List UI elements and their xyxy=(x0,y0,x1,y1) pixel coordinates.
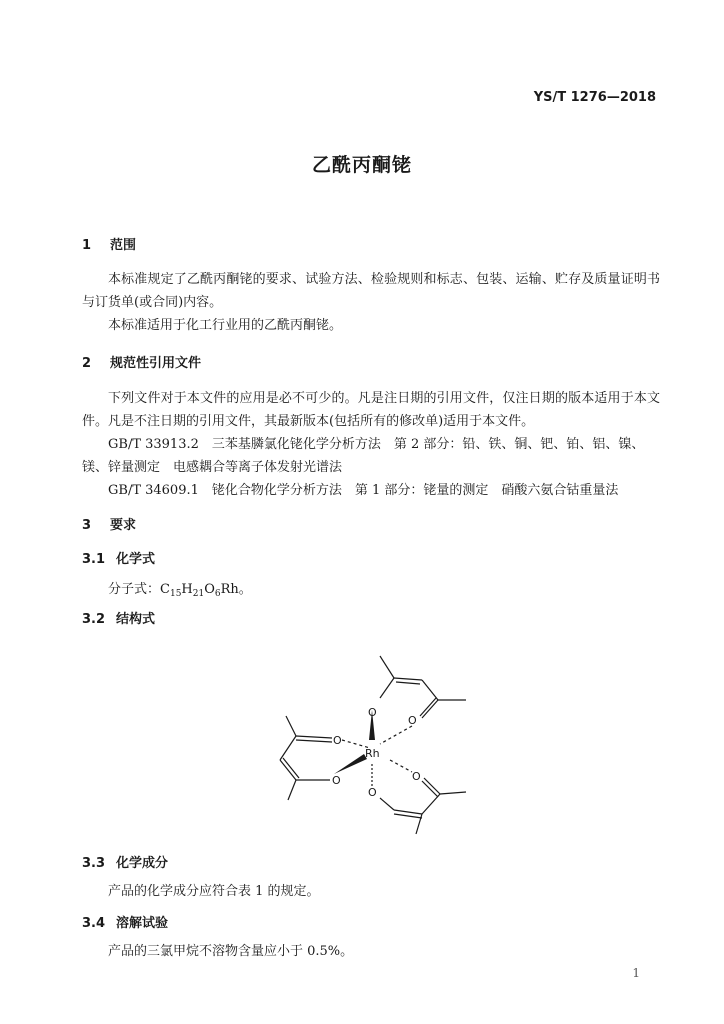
reference-gbt-34609-1: GB/T 34609.1 铑化合物化学分析方法 第 1 部分：铑量的测定 硝酸六氨合钴重量法 xyxy=(108,483,619,498)
section-number: 3 xyxy=(82,518,92,533)
section-number: 3.1 xyxy=(82,552,106,567)
oxygen-label: O xyxy=(368,706,377,719)
section-title: 规范性引用文件 xyxy=(110,356,202,371)
section-number: 3.3 xyxy=(82,856,106,871)
document-title: 乙酰丙酮铑 xyxy=(311,154,412,176)
section-3-1-heading xyxy=(82,548,155,567)
rhodium-label: Rh xyxy=(365,747,380,760)
section-title: 范围 xyxy=(110,238,137,253)
section-3-3-heading xyxy=(82,852,168,871)
scope-paragraph-2: 本标准适用于化工行业用的乙酰丙酮铑。 xyxy=(108,318,343,333)
page-number: 1 xyxy=(632,966,640,980)
oxygen-label: O xyxy=(408,714,417,727)
section-3-heading xyxy=(82,514,136,533)
references-intro: 下列文件对于本文件的应用是必不可少的。凡是注日期的引用文件，仅注日期的版本适用于本文件。凡是不注日期的引用文件，其最新版本(包括所有的修改单)适用于本文件。 xyxy=(82,391,660,429)
section-title: 结构式 xyxy=(116,612,156,627)
oxygen-label: O xyxy=(368,786,377,799)
composition-text: 产品的化学成分应符合表 1 的规定。 xyxy=(108,884,320,899)
section-2-heading xyxy=(82,352,201,371)
oxygen-label: O xyxy=(333,734,342,747)
section-3-4-heading xyxy=(82,912,168,931)
reference-gbt-33913-2: GB/T 33913.2 三苯基膦氯化铑化学分析方法 第 2 部分：铅、铁、铜、钯、铂、铝、镍、镁、锌量测定 电感耦合等离子体发射光谱法 xyxy=(82,437,645,475)
scope-paragraph-1: 本标准规定了乙酰丙酮铑的要求、试验方法、检验规则和标志、包装、运输、贮存及质量证明书与订货单(或合同)内容。 xyxy=(82,272,660,310)
standard-code: YS/T 1276—2018 xyxy=(533,90,656,105)
section-number: 2 xyxy=(82,356,92,371)
oxygen-label: O xyxy=(412,770,421,783)
section-title: 化学式 xyxy=(116,552,156,567)
section-number: 1 xyxy=(82,238,92,253)
section-1-heading xyxy=(82,234,136,253)
section-3-2-heading xyxy=(82,608,155,627)
section-title: 化学成分 xyxy=(116,856,169,871)
dissolution-text: 产品的三氯甲烷不溶物含量应小于 0.5%。 xyxy=(108,944,354,959)
section-title: 要求 xyxy=(110,518,137,533)
section-title: 溶解试验 xyxy=(116,916,169,931)
structural-formula-diagram xyxy=(260,648,480,838)
section-number: 3.4 xyxy=(82,916,106,931)
section-number: 3.2 xyxy=(82,612,106,627)
oxygen-label: O xyxy=(332,774,341,787)
molecular-formula: 分子式：$C_{15}H_{21}O_6Rh$。 xyxy=(108,582,252,599)
